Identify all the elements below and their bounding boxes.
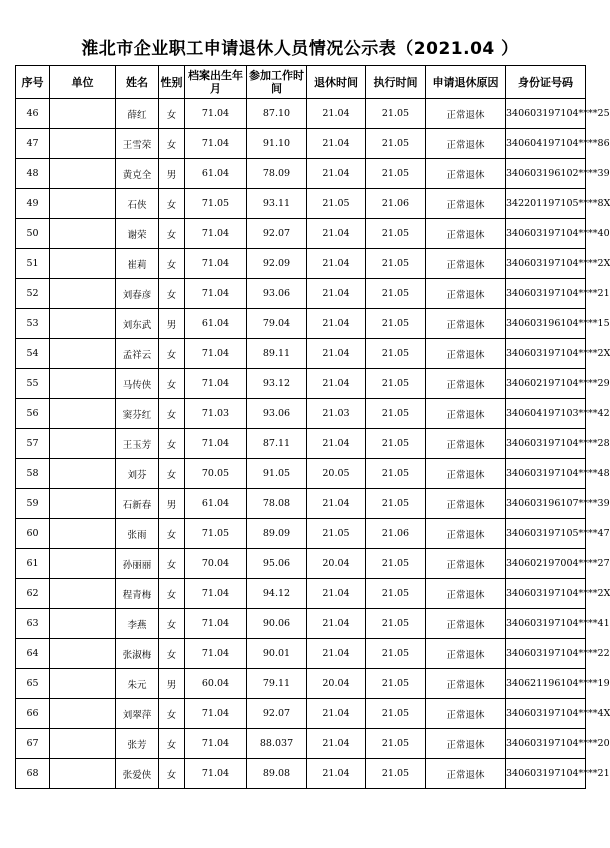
header-name: 姓名 [116,66,159,99]
cell-reason: 正常退休 [426,609,506,639]
cell-birth: 71.04 [185,339,247,369]
cell-birth: 71.04 [185,609,247,639]
cell-unit [50,639,116,669]
cell-name: 孙丽丽 [116,549,159,579]
cell-seq: 58 [16,459,50,489]
cell-id-number: 340603197104****2X [506,339,586,369]
cell-reason: 正常退休 [426,309,506,339]
table-row [16,399,586,429]
cell-birth: 71.04 [185,369,247,399]
cell-reason: 正常退休 [426,459,506,489]
cell-work-start: 88.037 [247,729,307,759]
cell-work-start: 93.11 [247,189,307,219]
table-row [16,639,586,669]
cell-name: 黄克全 [116,159,159,189]
cell-birth: 71.04 [185,579,247,609]
header-birth: 档案出生年月 [185,66,247,99]
cell-id-number: 340603197104****21 [506,759,586,789]
cell-unit [50,489,116,519]
cell-seq: 49 [16,189,50,219]
cell-execute: 21.05 [366,369,426,399]
cell-reason: 正常退休 [426,219,506,249]
cell-unit [50,609,116,639]
cell-execute: 21.05 [366,669,426,699]
table-row [16,729,586,759]
header-seq: 序号 [16,66,50,99]
cell-name: 刘芬 [116,459,159,489]
cell-retire: 21.04 [307,369,366,399]
cell-unit [50,669,116,699]
cell-gender: 男 [159,309,185,339]
cell-reason: 正常退休 [426,489,506,519]
table-row [16,129,586,159]
cell-work-start: 89.11 [247,339,307,369]
cell-birth: 71.04 [185,639,247,669]
cell-id-number: 340603197104****22 [506,639,586,669]
cell-retire: 21.04 [307,309,366,339]
table-row [16,759,586,789]
cell-unit [50,249,116,279]
cell-unit [50,219,116,249]
cell-id-number: 340603197104****48 [506,459,586,489]
cell-unit [50,369,116,399]
cell-unit [50,339,116,369]
cell-id-number: 340603196102****39 [506,159,586,189]
cell-id-number: 340603197104****41 [506,609,586,639]
cell-id-number: 340603197104****2X [506,579,586,609]
cell-name: 窦芬红 [116,399,159,429]
header-unit: 单位 [50,66,116,99]
cell-seq: 46 [16,99,50,129]
table-row [16,489,586,519]
cell-execute: 21.05 [366,159,426,189]
cell-execute: 21.05 [366,339,426,369]
cell-work-start: 89.09 [247,519,307,549]
table-row [16,189,586,219]
cell-work-start: 93.06 [247,399,307,429]
cell-execute: 21.05 [366,279,426,309]
cell-name: 马传侠 [116,369,159,399]
cell-reason: 正常退休 [426,129,506,159]
cell-birth: 60.04 [185,669,247,699]
cell-retire: 21.04 [307,159,366,189]
cell-work-start: 93.06 [247,279,307,309]
cell-name: 薛红 [116,99,159,129]
cell-seq: 53 [16,309,50,339]
cell-work-start: 91.10 [247,129,307,159]
cell-retire: 21.04 [307,609,366,639]
cell-reason: 正常退休 [426,579,506,609]
cell-reason: 正常退休 [426,249,506,279]
cell-work-start: 79.04 [247,309,307,339]
cell-execute: 21.05 [366,129,426,159]
cell-gender: 女 [159,729,185,759]
cell-retire: 21.04 [307,339,366,369]
cell-reason: 正常退休 [426,369,506,399]
cell-gender: 女 [159,459,185,489]
cell-seq: 54 [16,339,50,369]
cell-seq: 55 [16,369,50,399]
cell-execute: 21.05 [366,609,426,639]
cell-gender: 女 [159,249,185,279]
cell-seq: 63 [16,609,50,639]
page-title: 淮北市企业职工申请退休人员情况公示表（2021.04 ） [81,39,519,59]
cell-gender: 女 [159,549,185,579]
cell-birth: 61.04 [185,309,247,339]
cell-reason: 正常退休 [426,99,506,129]
cell-seq: 59 [16,489,50,519]
cell-gender: 女 [159,519,185,549]
cell-work-start: 95.06 [247,549,307,579]
cell-id-number: 340603196104****15 [506,309,586,339]
cell-name: 刘翠萍 [116,699,159,729]
cell-gender: 男 [159,669,185,699]
cell-reason: 正常退休 [426,159,506,189]
cell-retire: 21.04 [307,129,366,159]
cell-seq: 64 [16,639,50,669]
table-row [16,699,586,729]
cell-birth: 71.04 [185,279,247,309]
cell-id-number: 340603197104****20 [506,729,586,759]
cell-unit [50,579,116,609]
cell-execute: 21.05 [366,459,426,489]
cell-seq: 67 [16,729,50,759]
cell-id-number: 340602197004****27 [506,549,586,579]
header-gender: 性别 [159,66,185,99]
cell-work-start: 93.12 [247,369,307,399]
cell-retire: 20.05 [307,459,366,489]
cell-gender: 女 [159,399,185,429]
cell-id-number: 340603197105****47 [506,519,586,549]
cell-retire: 21.04 [307,759,366,789]
cell-work-start: 87.11 [247,429,307,459]
cell-gender: 女 [159,699,185,729]
header-retire: 退休时间 [307,66,366,99]
cell-birth: 71.04 [185,219,247,249]
table-row [16,99,586,129]
table-row [16,219,586,249]
cell-name: 刘春彦 [116,279,159,309]
cell-work-start: 87.10 [247,99,307,129]
cell-unit [50,759,116,789]
cell-seq: 47 [16,129,50,159]
cell-name: 谢荣 [116,219,159,249]
cell-retire: 21.04 [307,579,366,609]
cell-birth: 71.05 [185,519,247,549]
cell-reason: 正常退休 [426,669,506,699]
cell-retire: 21.04 [307,729,366,759]
cell-name: 石新春 [116,489,159,519]
cell-work-start: 91.05 [247,459,307,489]
cell-reason: 正常退休 [426,699,506,729]
cell-seq: 56 [16,399,50,429]
cell-birth: 71.04 [185,729,247,759]
cell-reason: 正常退休 [426,729,506,759]
table-row [16,279,586,309]
cell-execute: 21.05 [366,249,426,279]
cell-work-start: 90.06 [247,609,307,639]
cell-name: 李燕 [116,609,159,639]
cell-reason: 正常退休 [426,639,506,669]
cell-gender: 女 [159,189,185,219]
table-row [16,429,586,459]
cell-execute: 21.05 [366,639,426,669]
cell-work-start: 92.09 [247,249,307,279]
cell-work-start: 79.11 [247,669,307,699]
table-row [16,609,586,639]
cell-gender: 女 [159,99,185,129]
cell-unit [50,519,116,549]
cell-name: 张雨 [116,519,159,549]
cell-work-start: 92.07 [247,219,307,249]
cell-gender: 男 [159,489,185,519]
cell-id-number: 340603197104****4X [506,699,586,729]
cell-reason: 正常退休 [426,189,506,219]
cell-gender: 女 [159,219,185,249]
cell-birth: 70.04 [185,549,247,579]
cell-execute: 21.05 [366,729,426,759]
cell-birth: 71.03 [185,399,247,429]
cell-id-number: 340604197104****86 [506,129,586,159]
cell-name: 程青梅 [116,579,159,609]
cell-name: 张淑梅 [116,639,159,669]
cell-gender: 女 [159,579,185,609]
cell-retire: 21.05 [307,189,366,219]
cell-reason: 正常退休 [426,519,506,549]
cell-name: 石侠 [116,189,159,219]
cell-birth: 71.04 [185,429,247,459]
header-execute: 执行时间 [366,66,426,99]
cell-reason: 正常退休 [426,399,506,429]
cell-retire: 21.04 [307,639,366,669]
cell-reason: 正常退休 [426,549,506,579]
cell-unit [50,549,116,579]
table-row [16,369,586,399]
table-row [16,459,586,489]
cell-birth: 70.05 [185,459,247,489]
cell-execute: 21.05 [366,399,426,429]
cell-unit [50,699,116,729]
cell-retire: 21.05 [307,519,366,549]
cell-work-start: 92.07 [247,699,307,729]
cell-execute: 21.05 [366,549,426,579]
table-row [16,249,586,279]
cell-gender: 女 [159,279,185,309]
cell-id-number: 342201197105****8X [506,189,586,219]
cell-reason: 正常退休 [426,759,506,789]
cell-unit [50,279,116,309]
cell-id-number: 340603196107****39 [506,489,586,519]
cell-seq: 62 [16,579,50,609]
cell-unit [50,159,116,189]
cell-name: 张芳 [116,729,159,759]
cell-birth: 71.04 [185,129,247,159]
cell-reason: 正常退休 [426,339,506,369]
cell-unit [50,729,116,759]
cell-name: 朱元 [116,669,159,699]
cell-retire: 21.04 [307,99,366,129]
cell-seq: 66 [16,699,50,729]
cell-gender: 女 [159,429,185,459]
cell-seq: 68 [16,759,50,789]
cell-id-number: 340603197104****28 [506,429,586,459]
cell-retire: 21.04 [307,279,366,309]
cell-name: 王雪荣 [116,129,159,159]
cell-seq: 50 [16,219,50,249]
cell-name: 刘东武 [116,309,159,339]
cell-birth: 71.04 [185,249,247,279]
retiree-table [15,65,610,789]
header-reason: 申请退休原因 [426,66,506,99]
cell-retire: 21.04 [307,429,366,459]
cell-id-number: 340603197104****2X [506,249,586,279]
cell-birth: 71.04 [185,99,247,129]
cell-work-start: 78.08 [247,489,307,519]
cell-gender: 女 [159,759,185,789]
cell-seq: 48 [16,159,50,189]
table-row [16,159,586,189]
table-row [16,549,586,579]
header-id: 身份证号码 [506,66,586,99]
table-row [16,669,586,699]
cell-name: 孟祥云 [116,339,159,369]
cell-retire: 20.04 [307,669,366,699]
cell-retire: 21.04 [307,249,366,279]
cell-birth: 61.04 [185,159,247,189]
cell-id-number: 340603197104****25 [506,99,586,129]
cell-gender: 女 [159,339,185,369]
cell-gender: 女 [159,639,185,669]
cell-execute: 21.05 [366,759,426,789]
cell-birth: 71.04 [185,759,247,789]
cell-gender: 女 [159,369,185,399]
cell-seq: 65 [16,669,50,699]
cell-work-start: 89.08 [247,759,307,789]
cell-unit [50,459,116,489]
cell-seq: 57 [16,429,50,459]
cell-seq: 61 [16,549,50,579]
cell-execute: 21.05 [366,309,426,339]
cell-unit [50,99,116,129]
cell-unit [50,399,116,429]
cell-gender: 男 [159,159,185,189]
cell-retire: 21.04 [307,489,366,519]
cell-reason: 正常退休 [426,429,506,459]
cell-id-number: 340603197104****21 [506,279,586,309]
cell-name: 崔莉 [116,249,159,279]
cell-id-number: 340603197104****40 [506,219,586,249]
cell-execute: 21.05 [366,429,426,459]
table-body [16,99,610,789]
cell-execute: 21.06 [366,189,426,219]
cell-id-number: 340621196104****19 [506,669,586,699]
cell-id-number: 340602197104****29 [506,369,586,399]
cell-work-start: 94.12 [247,579,307,609]
cell-work-start: 78.09 [247,159,307,189]
cell-seq: 51 [16,249,50,279]
table-row [16,309,586,339]
cell-seq: 60 [16,519,50,549]
cell-name: 王玉芳 [116,429,159,459]
cell-birth: 71.05 [185,189,247,219]
cell-unit [50,129,116,159]
cell-execute: 21.05 [366,219,426,249]
cell-birth: 61.04 [185,489,247,519]
cell-retire: 20.04 [307,549,366,579]
cell-execute: 21.05 [366,489,426,519]
header-work-start: 参加工作时间 [247,66,307,99]
table-header-row [16,66,586,99]
table-row [16,579,586,609]
cell-unit [50,309,116,339]
cell-unit [50,429,116,459]
table-row [16,519,586,549]
cell-retire: 21.04 [307,219,366,249]
cell-reason: 正常退休 [426,279,506,309]
cell-birth: 71.04 [185,699,247,729]
cell-retire: 21.04 [307,699,366,729]
cell-unit [50,189,116,219]
cell-gender: 女 [159,129,185,159]
table-row [16,339,586,369]
cell-seq: 52 [16,279,50,309]
cell-execute: 21.06 [366,519,426,549]
cell-execute: 21.05 [366,99,426,129]
cell-execute: 21.05 [366,699,426,729]
cell-gender: 女 [159,609,185,639]
cell-work-start: 90.01 [247,639,307,669]
cell-name: 张爱侠 [116,759,159,789]
cell-id-number: 340604197103****42 [506,399,586,429]
cell-retire: 21.03 [307,399,366,429]
cell-execute: 21.05 [366,579,426,609]
